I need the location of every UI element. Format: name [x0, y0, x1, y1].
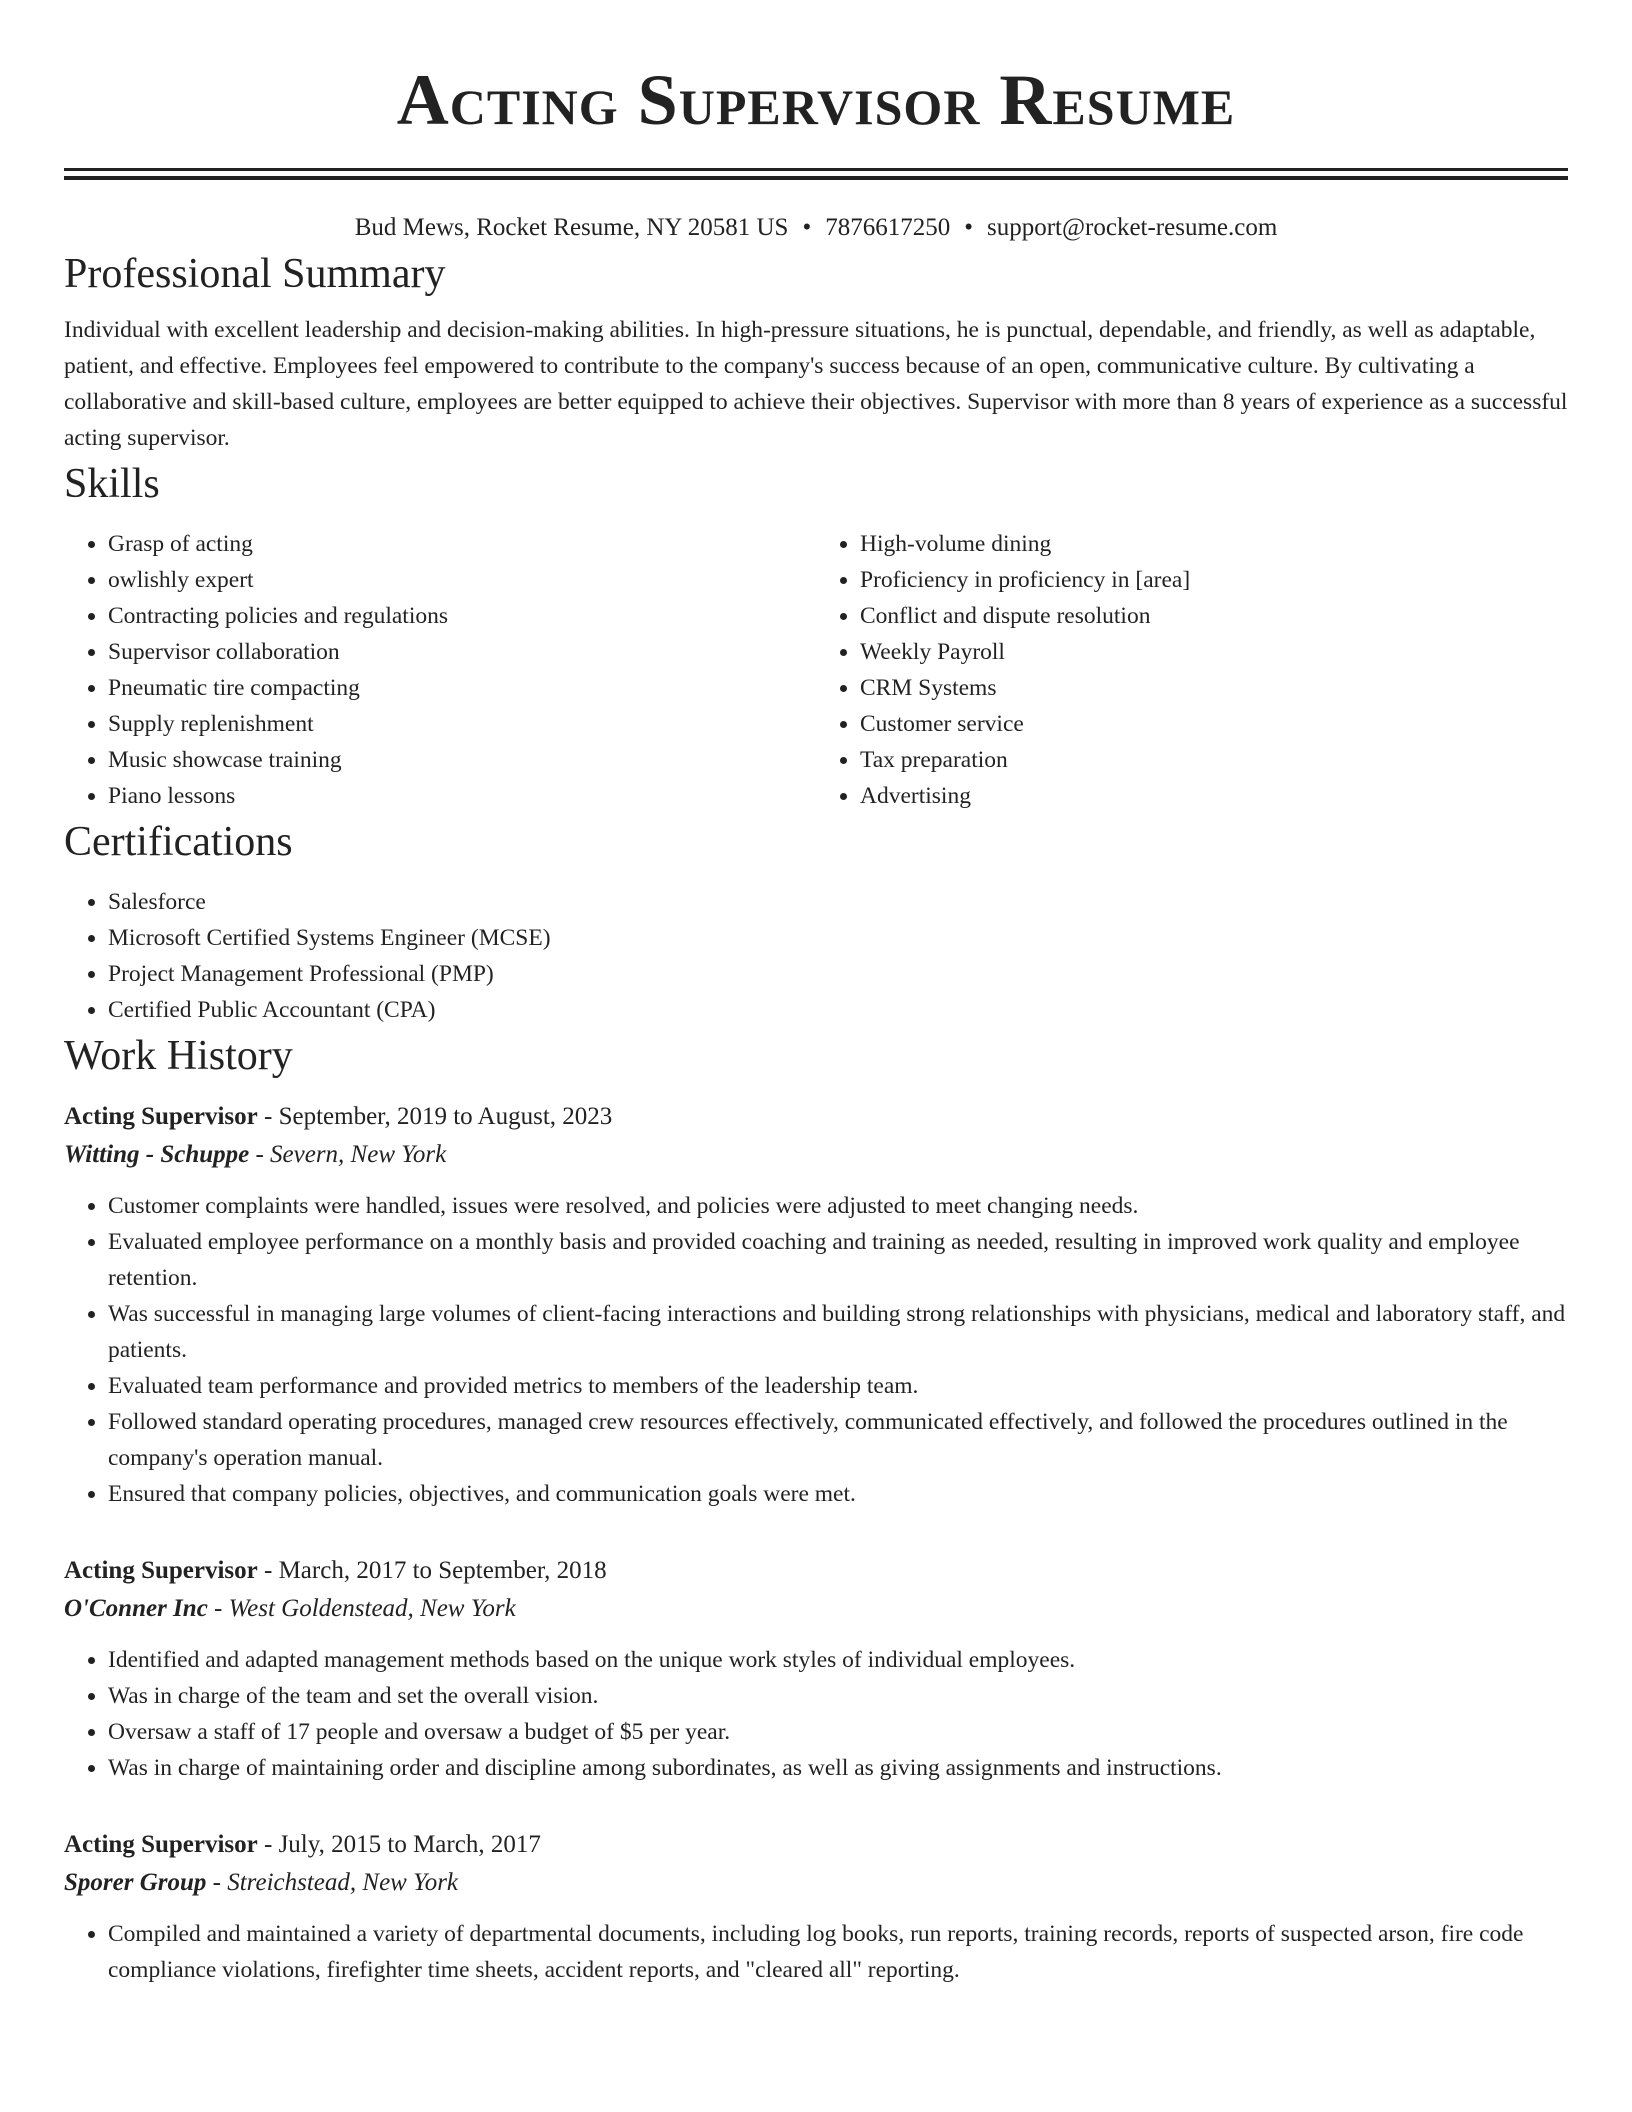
certifications-heading: Certifications: [64, 819, 293, 865]
job-company: Witting - Schuppe: [64, 1141, 250, 1168]
contact-phone: 7876617250: [825, 214, 951, 241]
skill-item: • High-volume dining: [860, 526, 1568, 562]
summary-heading: Professional Summary: [64, 251, 446, 297]
job-entry: [64, 1826, 1568, 1988]
job-location: - West Goldenstead, New York: [207, 1595, 516, 1622]
job-title: Acting Supervisor: [64, 1103, 258, 1130]
job-company: O'Conner Inc: [64, 1595, 208, 1622]
certification-item: • Microsoft Certified Systems Engineer (MCSE): [108, 920, 1568, 956]
job-title: Acting Supervisor: [64, 1557, 258, 1584]
job-company-line: [64, 1590, 1568, 1628]
skill-item: • Advertising: [860, 778, 1568, 814]
title-divider-bottom: [64, 176, 1568, 180]
job-bullets: [64, 1916, 1568, 1988]
skill-item: • Conflict and dispute resolution: [860, 598, 1568, 634]
skills-list: [64, 526, 1568, 814]
job-company-line: [64, 1864, 1568, 1902]
contact-separator: •: [802, 214, 812, 241]
job-bullets: [64, 1188, 1568, 1512]
job-bullet: • Oversaw a staff of 17 people and oversaw a budget of $5 per year.: [108, 1714, 1568, 1750]
job-entry: [64, 1098, 1568, 1512]
skill-item: • Tax preparation: [860, 742, 1568, 778]
job-bullet: • Was in charge of maintaining order and discipline among subordinates, as well as giving assignments and instructions.: [108, 1750, 1568, 1786]
contact-email: support@rocket-resume.com: [987, 214, 1278, 241]
certification-item: • Salesforce: [108, 884, 1568, 920]
job-bullet: • Was in charge of the team and set the overall vision.: [108, 1678, 1568, 1714]
skill-item: • Proficiency in proficiency in [area]: [860, 562, 1568, 598]
contact-line: [64, 210, 1568, 246]
job-entry: [64, 1552, 1568, 1786]
job-dates: - July, 2015 to March, 2017: [257, 1831, 541, 1858]
job-bullet: • Followed standard operating procedures, managed crew resources effectively, communicated effectively, and followed the procedures outlined in the company's operation manual.: [108, 1404, 1568, 1476]
work-history-heading: Work History: [64, 1033, 293, 1079]
job-title: Acting Supervisor: [64, 1831, 258, 1858]
summary-text: Individual with excellent leadership and decision-making abilities. In high-pressure situations, he is punctual, dependable, and friendly, as well as adaptable, patient, and effective. Employees feel empowered to contribute to the company's success because of an open, communicative culture. By cultivating a collaborative and skill-based culture, employees are better equipped to achieve their objectives. Supervisor with more than 8 years of experience as a successful acting supervisor.: [64, 317, 1568, 451]
contact-separator: •: [964, 214, 973, 241]
skill-item: • Weekly Payroll: [860, 634, 1568, 670]
job-company: Sporer Group: [64, 1869, 207, 1896]
work-history-list: [64, 1098, 1568, 1988]
certification-item: • Project Management Professional (PMP): [108, 956, 1568, 992]
skill-item: • Supervisor collaboration: [108, 634, 816, 670]
job-bullet: • Ensured that company policies, objectives, and communication goals were met.: [108, 1476, 1568, 1512]
title-divider-top: [64, 168, 1568, 171]
skill-item: • Customer service: [860, 706, 1568, 742]
job-bullets: [64, 1642, 1568, 1786]
job-bullet: • Identified and adapted management methods based on the unique work styles of individual employees.: [108, 1642, 1568, 1678]
job-dates: - September, 2019 to August, 2023: [257, 1103, 613, 1130]
job-title-line: [64, 1826, 1568, 1864]
skills-column-left: [64, 526, 816, 814]
job-title-line: [64, 1098, 1568, 1136]
certifications-list: [64, 884, 1568, 1028]
job-bullet: • Evaluated employee performance on a monthly basis and provided coaching and training as needed, resulting in improved work quality and employee retention.: [108, 1224, 1568, 1296]
skill-item: • Supply replenishment: [108, 706, 816, 742]
contact-address: Bud Mews, Rocket Resume, NY 20581 US: [354, 214, 789, 241]
skills-heading: Skills: [64, 461, 160, 507]
skill-item: • owlishly expert: [108, 562, 816, 598]
job-title-line: [64, 1552, 1568, 1590]
skill-item: • Contracting policies and regulations: [108, 598, 816, 634]
skill-item: • CRM Systems: [860, 670, 1568, 706]
job-company-line: [64, 1136, 1568, 1174]
certification-item: • Certified Public Accountant (CPA): [108, 992, 1568, 1028]
job-dates: - March, 2017 to September, 2018: [257, 1557, 607, 1584]
job-bullet: • Customer complaints were handled, issues were resolved, and policies were adjusted to meet changing needs.: [108, 1188, 1568, 1224]
skill-item: • Music showcase training: [108, 742, 816, 778]
job-location: - Streichstead, New York: [206, 1869, 459, 1896]
job-bullet: • Compiled and maintained a variety of departmental documents, including log books, run reports, training records, reports of suspected arson, fire code compliance violations, firefighter time sheets, accident reports, and "cleared all" reporting.: [108, 1916, 1568, 1988]
job-bullet: • Was successful in managing large volumes of client-facing interactions and building strong relationships with physicians, medical and laboratory staff, and patients.: [108, 1296, 1568, 1368]
job-location: - Severn, New York: [249, 1141, 447, 1168]
resume-title: Acting Supervisor Resume: [396, 60, 1236, 140]
skill-item: • Pneumatic tire compacting: [108, 670, 816, 706]
skill-item: • Grasp of acting: [108, 526, 816, 562]
skills-column-right: [816, 526, 1568, 814]
job-bullet: • Evaluated team performance and provided metrics to members of the leadership team.: [108, 1368, 1568, 1404]
skill-item: • Piano lessons: [108, 778, 816, 814]
